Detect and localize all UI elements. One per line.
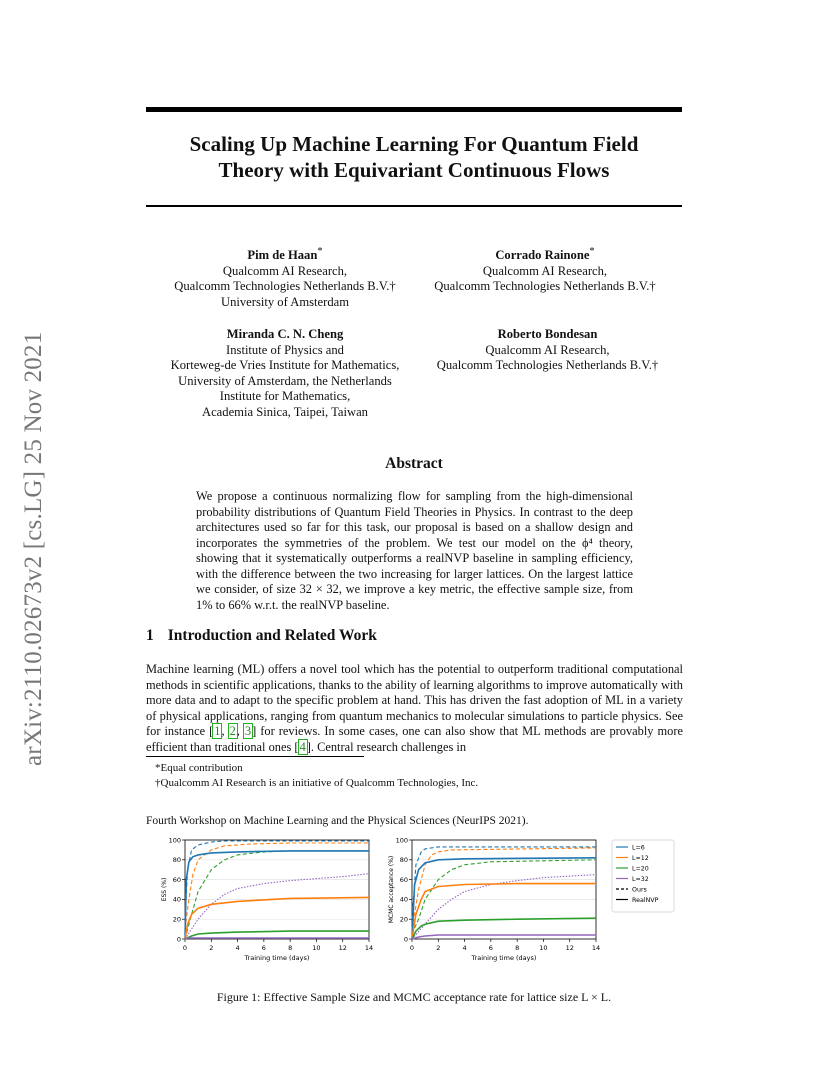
y-tick-label: 80	[172, 856, 181, 865]
mcmc-acceptance-chart	[388, 836, 600, 962]
y-tick-label: 40	[399, 895, 408, 904]
intro-text-2: for reviews. In some cases, one can also show that ML methods are provably more efficient than traditional ones	[146, 724, 683, 754]
x-tick-label: 2	[436, 944, 441, 952]
affiliation-line: Qualcomm AI Research,	[222, 263, 348, 278]
author-mark: *	[317, 246, 323, 257]
footnote-rule	[146, 756, 364, 757]
x-tick-label: 6	[488, 944, 493, 952]
intro-text-1: Machine learning (ML) offers a novel tool which has the potential to outperform traditional computational methods in scientific applications, thanks to the ability of learning algorithms to improve automatically with more data and to adapt to the specific problem at hand. This has driven the fast adoption of ML in a variety of physical applications, ranging from quantum mechanics to molecular simulations to particle physics. See for instance	[146, 662, 683, 738]
intro-text-3: . Central research challenges in	[310, 739, 467, 754]
series-line-L20-ours	[185, 851, 369, 939]
x-tick-label: 0	[182, 944, 188, 952]
affiliation-line: Qualcomm AI Research,	[485, 342, 610, 357]
section-number: 1	[146, 627, 154, 644]
ess-chart	[161, 836, 373, 962]
x-tick-label: 10	[312, 944, 321, 952]
x-tick-label: 4	[462, 944, 467, 952]
title-line-2: Theory with Equivariant Continuous Flows	[218, 158, 610, 182]
x-tick-label: 10	[539, 944, 548, 952]
plot-frame	[412, 840, 596, 939]
x-tick-label: 12	[338, 944, 347, 952]
legend-label: RealNVP	[632, 896, 659, 904]
arxiv-identifier: arXiv:2110.02673v2 [cs.LG] 25 Nov 2021	[20, 331, 47, 766]
x-axis-label: Training time (days)	[244, 954, 310, 962]
author-name: Pim de Haan	[247, 248, 318, 263]
affiliation-line: Qualcomm Technologies Netherlands B.V.†	[174, 279, 396, 294]
x-tick-label: 8	[288, 944, 293, 952]
series-line-L12-realnvp	[412, 884, 596, 939]
section-heading	[146, 627, 377, 645]
affiliation-line: Qualcomm AI Research,	[482, 263, 608, 278]
series-line-L12-ours	[185, 843, 369, 929]
footnote-equal-contribution: *Equal contribution	[155, 762, 243, 774]
affiliation-line: Qualcomm Technologies Netherlands B.V.†	[436, 358, 659, 372]
citation-link[interactable]: 4	[299, 739, 306, 754]
legend-label: L=32	[632, 875, 649, 883]
y-tick-label: 20	[399, 915, 408, 924]
figure-caption: Figure 1: Effective Sample Size and MCMC acceptance rate for lattice size L × L.	[216, 990, 612, 1004]
chart-legend	[612, 840, 674, 912]
author-block-4	[420, 327, 675, 374]
abstract-text: We propose a continuous normalizing flow for sampling from the high-dimensional probability distributions of Quantum Field Theories in Physics. In contrast to the deep architectures used so far for this task, our proposal is based on a shallow design and incorporates the symmetries of the problem. We test our model on the ϕ⁴ theory, showing that it systematically outperforms a realNVP baseline in sampling efficiency, with the difference between the two increasing for larger lattices. On the largest lattice we consider, of size 32 × 32, we improve a key metric, the effective sample size, from 1% to 66% w.r.t. the realNVP baseline.	[196, 489, 633, 612]
y-tick-label: 100	[395, 836, 408, 845]
abstract-heading: Abstract	[385, 455, 443, 472]
author-mark: *	[589, 246, 595, 257]
x-axis-label: Training time (days)	[471, 954, 537, 962]
affiliation-line: University of Amsterdam	[220, 294, 349, 309]
x-tick-label: 6	[261, 944, 266, 952]
citation-link[interactable]: 1	[214, 724, 221, 738]
y-tick-label: 60	[399, 875, 408, 884]
affiliation-line: University of Amsterdam, the Netherlands	[178, 373, 392, 388]
y-tick-label: 100	[168, 836, 181, 845]
x-tick-label: 4	[235, 944, 240, 952]
title-line-1: Scaling Up Machine Learning For Quantum Field	[189, 132, 639, 156]
x-tick-label: 12	[565, 944, 574, 952]
figure-1	[146, 830, 686, 962]
x-tick-label: 14	[364, 944, 374, 952]
citation-link[interactable]: 3	[244, 724, 252, 738]
paper-title	[146, 131, 682, 183]
citation-link[interactable]: 2	[229, 724, 236, 738]
author-name: Roberto Bondesan	[497, 327, 598, 341]
author-block-1	[160, 244, 410, 310]
y-tick-label: 0	[176, 935, 181, 944]
affiliation-line: Academia Sinica, Taipei, Taiwan	[202, 404, 368, 419]
affiliation-line: Institute of Physics and	[226, 342, 344, 357]
affiliation-line: Qualcomm Technologies Netherlands B.V.†	[434, 279, 656, 294]
affiliation-line: Institute for Mathematics,	[219, 389, 351, 403]
y-tick-label: 80	[399, 856, 408, 865]
section-title: Introduction and Related Work	[167, 627, 377, 644]
y-tick-label: 40	[172, 895, 181, 904]
author-name: Corrado Rainone	[495, 248, 590, 263]
affiliation-line: Korteweg-de Vries Institute for Mathematics,	[170, 358, 400, 372]
author-name: Miranda C. N. Cheng	[226, 327, 344, 341]
series-line-L6-realnvp	[185, 851, 369, 939]
y-axis-label: ESS (%)	[161, 877, 168, 902]
title-rule-top	[146, 107, 682, 112]
plot-frame	[185, 840, 369, 939]
workshop-notice: Fourth Workshop on Machine Learning and the Physical Sciences (NeurIPS 2021).	[146, 815, 529, 827]
x-tick-label: 2	[209, 944, 214, 952]
series-line-L32-realnvp	[412, 935, 596, 939]
legend-label: Ours	[632, 886, 647, 894]
legend-label: L=6	[632, 844, 645, 852]
intro-paragraph: Machine learning (ML) offers a novel tool which has the potential to outperform traditional computational methods in scientific applications, thanks to the ability of learning algorithms to improve automatically with more data and to adapt to the specific problem at hand. This has driven the fast adoption of ML in a variety of physical applications, ranging from quantum mechanics to molecular simulations to particle physics. See for instance [1, 2, 3] for reviews. In some cases, one can also show that ML methods are provably more efficient than traditional ones [4]. Central research challenges in	[146, 662, 683, 754]
x-tick-label: 8	[515, 944, 520, 952]
legend-label: L=20	[632, 865, 649, 873]
y-tick-label: 0	[403, 935, 408, 944]
series-line-L20-ours	[412, 860, 596, 934]
legend-label: L=12	[632, 854, 649, 862]
footnote-qualcomm: †Qualcomm AI Research is an initiative of Qualcomm Technologies, Inc.	[155, 777, 479, 789]
y-tick-label: 60	[172, 875, 181, 884]
x-tick-label: 14	[591, 944, 601, 952]
author-block-2	[420, 244, 670, 295]
series-line-L6-realnvp	[412, 858, 596, 939]
title-rule-bottom	[146, 205, 682, 207]
y-tick-label: 20	[172, 915, 181, 924]
series-line-L32-ours	[185, 874, 369, 939]
x-tick-label: 0	[409, 944, 415, 952]
author-block-3	[155, 327, 415, 420]
y-axis-label: MCMC acceptance (%)	[388, 855, 395, 924]
series-line-L20-realnvp	[412, 918, 596, 939]
